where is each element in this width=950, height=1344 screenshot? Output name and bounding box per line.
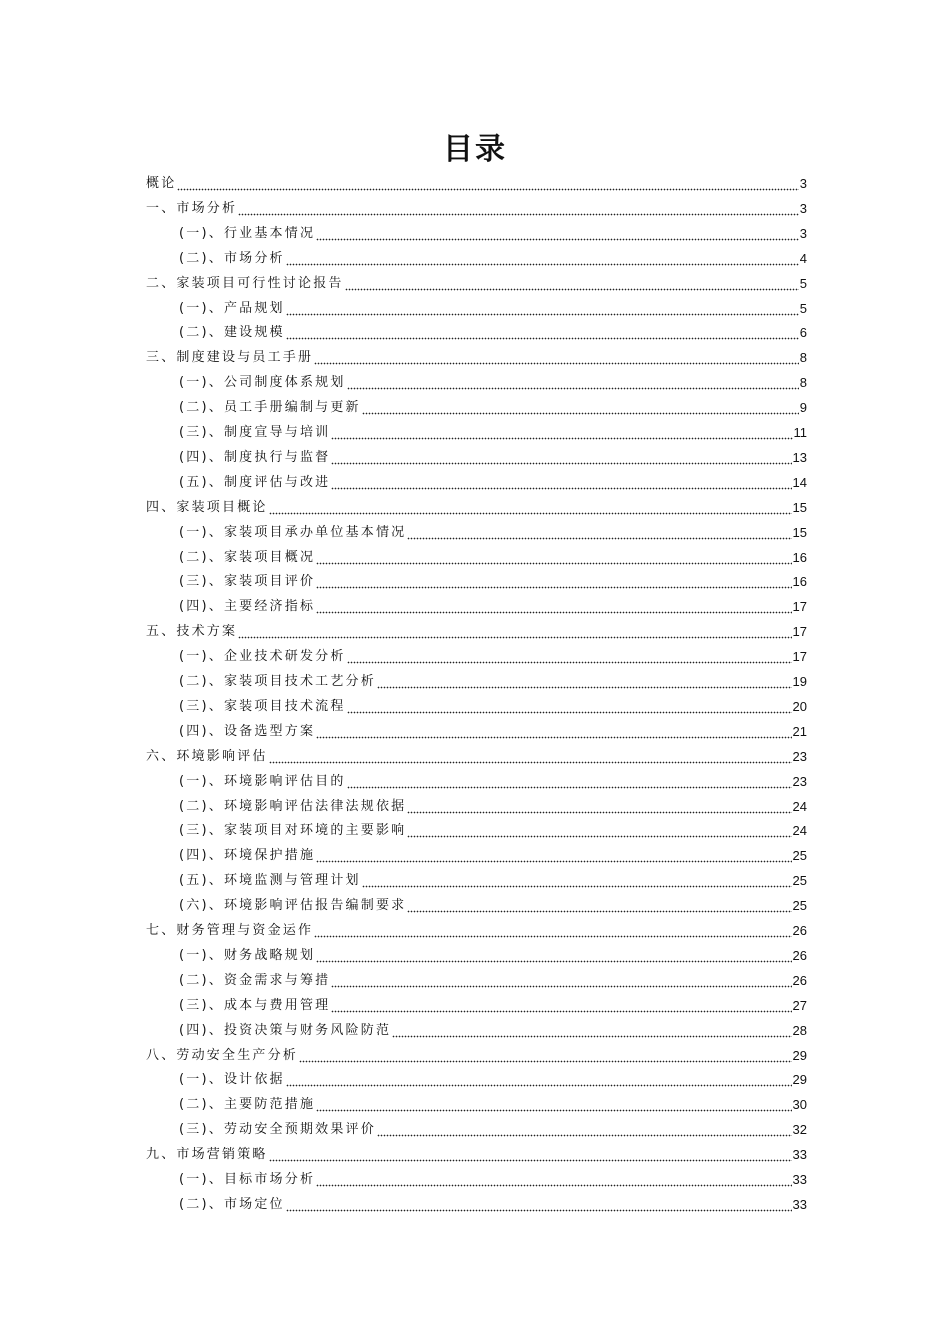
toc-dot-leader	[269, 747, 792, 767]
toc-entry-label: (二)、员工手册编制与更新	[179, 400, 361, 416]
toc-entry-label: (二)、家装项目概况	[179, 549, 316, 565]
toc-entry-page-number: 5	[799, 300, 807, 316]
toc-dot-leader	[316, 224, 799, 244]
toc-entry-page-number: 16	[792, 574, 807, 590]
toc-entry-page-number: 29	[792, 1047, 807, 1063]
toc-dot-leader	[347, 647, 792, 667]
toc-entry-page-number: 3	[799, 200, 807, 216]
toc-dot-leader	[316, 548, 791, 568]
toc-entry[interactable]	[146, 622, 807, 642]
toc-entry[interactable]	[179, 523, 807, 543]
toc-dot-leader	[314, 921, 791, 941]
toc-entry-label: (五)、环境监测与管理计划	[179, 873, 361, 889]
toc-entry[interactable]	[179, 971, 807, 991]
toc-entry[interactable]	[179, 697, 807, 717]
toc-entry[interactable]	[146, 747, 807, 767]
toc-entry-page-number: 20	[792, 698, 807, 714]
toc-entry-label: 概论	[146, 176, 177, 191]
toc-entry-label: (二)、主要防范措施	[179, 1097, 316, 1113]
toc-dot-leader	[316, 846, 791, 866]
toc-dot-leader	[377, 672, 792, 692]
toc-dot-leader	[238, 622, 791, 642]
toc-entry-page-number: 16	[792, 549, 807, 565]
toc-entry[interactable]	[179, 722, 807, 742]
toc-entry[interactable]	[179, 821, 807, 841]
toc-entry[interactable]	[179, 548, 807, 568]
toc-entry-page-number: 3	[799, 176, 807, 191]
toc-entry-page-number: 5	[799, 275, 807, 291]
toc-entry-label: 九、市场营销策略	[146, 1147, 268, 1163]
toc-entry-page-number: 25	[792, 873, 807, 889]
page-title: 目录	[443, 132, 507, 167]
toc-entry-page-number: 4	[799, 250, 807, 266]
toc-entry-label: (六)、环境影响评估报告编制要求	[179, 898, 407, 914]
toc-entry-page-number: 6	[799, 325, 807, 341]
toc-entry[interactable]	[179, 797, 807, 817]
toc-dot-leader	[331, 971, 791, 991]
toc-dot-leader	[377, 1120, 792, 1140]
toc-entry-label: (三)、家装项目评价	[179, 574, 316, 590]
toc-entry-page-number: 33	[792, 1196, 807, 1212]
toc-entry[interactable]	[179, 423, 807, 443]
toc-entry-page-number: 26	[792, 972, 807, 988]
toc-entry-label: 七、财务管理与资金运作	[146, 923, 314, 938]
toc-entry-page-number: 30	[792, 1097, 807, 1113]
toc-entry-page-number: 33	[792, 1147, 807, 1163]
toc-entry-label: (一)、企业技术研发分析	[179, 649, 346, 665]
toc-entry[interactable]	[146, 348, 807, 368]
toc-entry-page-number: 19	[792, 674, 807, 689]
toc-entry-label: 六、环境影响评估	[146, 748, 268, 764]
toc-entry-label: (二)、建设规模	[179, 325, 285, 341]
toc-entry[interactable]	[179, 996, 807, 1016]
toc-entry-page-number: 13	[792, 449, 807, 465]
toc-entry-label: (一)、目标市场分析	[179, 1172, 316, 1187]
toc-entry[interactable]	[146, 1145, 807, 1165]
toc-entry-page-number: 27	[792, 997, 807, 1013]
toc-entry-page-number: 9	[799, 400, 807, 416]
toc-entry-label: (二)、家装项目技术工艺分析	[179, 674, 376, 689]
toc-entry-label: 一、市场分析	[146, 200, 238, 216]
toc-entry-label: (一)、家装项目承办单位基本情况	[179, 524, 407, 540]
toc-dot-leader	[347, 373, 799, 393]
toc-dot-leader	[316, 1170, 791, 1190]
toc-dot-leader	[299, 1046, 792, 1066]
toc-entry-page-number: 33	[792, 1172, 807, 1187]
toc-entry[interactable]	[179, 846, 807, 866]
toc-entry[interactable]	[179, 772, 807, 792]
toc-entry[interactable]	[179, 1095, 807, 1115]
toc-entry[interactable]	[179, 672, 807, 692]
toc-entry[interactable]	[179, 323, 807, 343]
toc-entry-label: (二)、市场定位	[179, 1196, 285, 1212]
toc-dot-leader	[286, 1195, 792, 1215]
toc-entry[interactable]	[179, 572, 807, 592]
toc-dot-leader	[331, 996, 791, 1016]
toc-dot-leader	[407, 797, 791, 817]
toc-entry-page-number: 15	[792, 499, 807, 515]
toc-dot-leader	[316, 1095, 791, 1115]
toc-entry-label: (一)、产品规划	[179, 300, 285, 316]
toc-entry[interactable]	[179, 1120, 807, 1140]
toc-dot-leader	[407, 896, 791, 916]
toc-entry[interactable]	[146, 274, 807, 294]
toc-entry[interactable]	[179, 1170, 807, 1190]
toc-entry-page-number: 32	[792, 1122, 807, 1138]
toc-entry-page-number: 3	[799, 225, 807, 241]
toc-entry[interactable]	[179, 1021, 807, 1041]
toc-entry-page-number: 24	[792, 798, 807, 814]
toc-entry[interactable]	[179, 1070, 807, 1090]
toc-dot-leader	[238, 199, 799, 219]
toc-dot-leader	[392, 1021, 791, 1041]
toc-dot-leader	[345, 274, 799, 294]
toc-dot-leader	[316, 597, 791, 617]
toc-dot-leader	[407, 523, 791, 543]
toc-entry-page-number: 26	[792, 947, 807, 963]
toc-entry[interactable]	[179, 473, 807, 493]
toc-entry-label: (三)、成本与费用管理	[179, 997, 331, 1013]
toc-dot-leader	[286, 249, 799, 269]
toc-entry-page-number: 14	[792, 474, 807, 490]
toc-dot-leader	[177, 174, 798, 194]
toc-entry-page-number: 17	[792, 599, 807, 615]
toc-entry-label: (四)、环境保护措施	[179, 848, 316, 864]
toc-entry-page-number: 17	[792, 624, 807, 640]
toc-entry[interactable]	[179, 1195, 807, 1215]
toc-entry-label: 二、家装项目可行性讨论报告	[146, 275, 344, 291]
toc-entry-label: 三、制度建设与员工手册	[146, 350, 314, 366]
toc-entry-page-number: 25	[792, 898, 807, 914]
toc-entry-label: (三)、制度宣导与培训	[179, 425, 331, 440]
toc-entry[interactable]	[179, 224, 807, 244]
toc-entry-page-number: 21	[792, 723, 807, 739]
toc-entry[interactable]	[179, 871, 807, 891]
toc-entry-page-number: 28	[792, 1022, 807, 1038]
toc-entry-label: (五)、制度评估与改进	[179, 474, 331, 490]
toc-dot-leader	[331, 473, 791, 493]
toc-dot-leader	[407, 821, 791, 841]
toc-entry[interactable]	[179, 398, 807, 418]
toc-dot-leader	[362, 398, 799, 418]
toc-entry-page-number: 24	[792, 823, 807, 839]
toc-entry[interactable]	[179, 299, 807, 319]
toc-entry-page-number: 29	[792, 1072, 807, 1088]
toc-dot-leader	[316, 946, 791, 966]
toc-entry[interactable]	[146, 498, 807, 518]
toc-dot-leader	[286, 1070, 792, 1090]
toc-dot-leader	[316, 572, 791, 592]
toc-entry-label: (一)、公司制度体系规划	[179, 375, 346, 391]
toc-entry-label: (四)、投资决策与财务风险防范	[179, 1022, 392, 1038]
toc-entry-page-number: 11	[793, 425, 807, 440]
toc-dot-leader	[347, 772, 792, 792]
toc-entry-page-number: 23	[792, 748, 807, 764]
toc-dot-leader	[316, 722, 791, 742]
toc-entry-page-number: 25	[792, 848, 807, 864]
toc-dot-leader	[286, 323, 799, 343]
toc-entry[interactable]	[179, 946, 807, 966]
toc-entry[interactable]	[179, 448, 807, 468]
toc-entry-label: (一)、财务战略规划	[179, 947, 316, 963]
toc-entry-label: (三)、家装项目技术流程	[179, 698, 346, 714]
toc-entry-label: 四、家装项目概论	[146, 499, 268, 515]
toc-entry-label: (二)、环境影响评估法律法规依据	[179, 798, 407, 814]
toc-dot-leader	[314, 348, 799, 368]
toc-entry-page-number: 17	[792, 649, 807, 665]
toc-entry[interactable]	[179, 373, 807, 393]
toc-entry-page-number: 8	[799, 350, 807, 366]
toc-dot-leader	[331, 448, 791, 468]
toc-dot-leader	[286, 299, 799, 319]
toc-entry-page-number: 26	[792, 923, 807, 938]
toc-entry[interactable]	[179, 597, 807, 617]
toc-entry-label: (一)、环境影响评估目的	[179, 773, 346, 789]
toc-entry-page-number: 23	[792, 773, 807, 789]
toc-entry-label: 八、劳动安全生产分析	[146, 1047, 299, 1063]
toc-entry-label: (一)、设计依据	[179, 1072, 285, 1088]
toc-entry[interactable]	[146, 174, 807, 194]
toc-entry-label: (四)、制度执行与监督	[179, 449, 331, 465]
toc-entry-label: (一)、行业基本情况	[179, 225, 316, 241]
toc-entry-label: (四)、设备选型方案	[179, 723, 316, 739]
toc-entry-label: 五、技术方案	[146, 624, 238, 640]
toc-entry[interactable]	[146, 921, 807, 941]
toc-entry-label: (二)、市场分析	[179, 250, 285, 266]
toc-entry-label: (四)、主要经济指标	[179, 599, 316, 615]
toc-entry[interactable]	[179, 647, 807, 667]
toc-entry[interactable]	[146, 1046, 807, 1066]
toc-entry-label: (三)、劳动安全预期效果评价	[179, 1122, 376, 1138]
toc-entry-page-number: 15	[792, 524, 807, 540]
toc-entry[interactable]	[179, 249, 807, 269]
toc-dot-leader	[331, 423, 792, 443]
toc-dot-leader	[269, 498, 792, 518]
toc-entry-page-number: 8	[799, 375, 807, 391]
toc-entry-label: (三)、家装项目对环境的主要影响	[179, 823, 407, 839]
toc-dot-leader	[362, 871, 792, 891]
toc-entry[interactable]	[146, 199, 807, 219]
toc-dot-leader	[269, 1145, 792, 1165]
toc-entry-label: (二)、资金需求与筹措	[179, 972, 331, 988]
toc-dot-leader	[347, 697, 792, 717]
toc-entry[interactable]	[179, 896, 807, 916]
